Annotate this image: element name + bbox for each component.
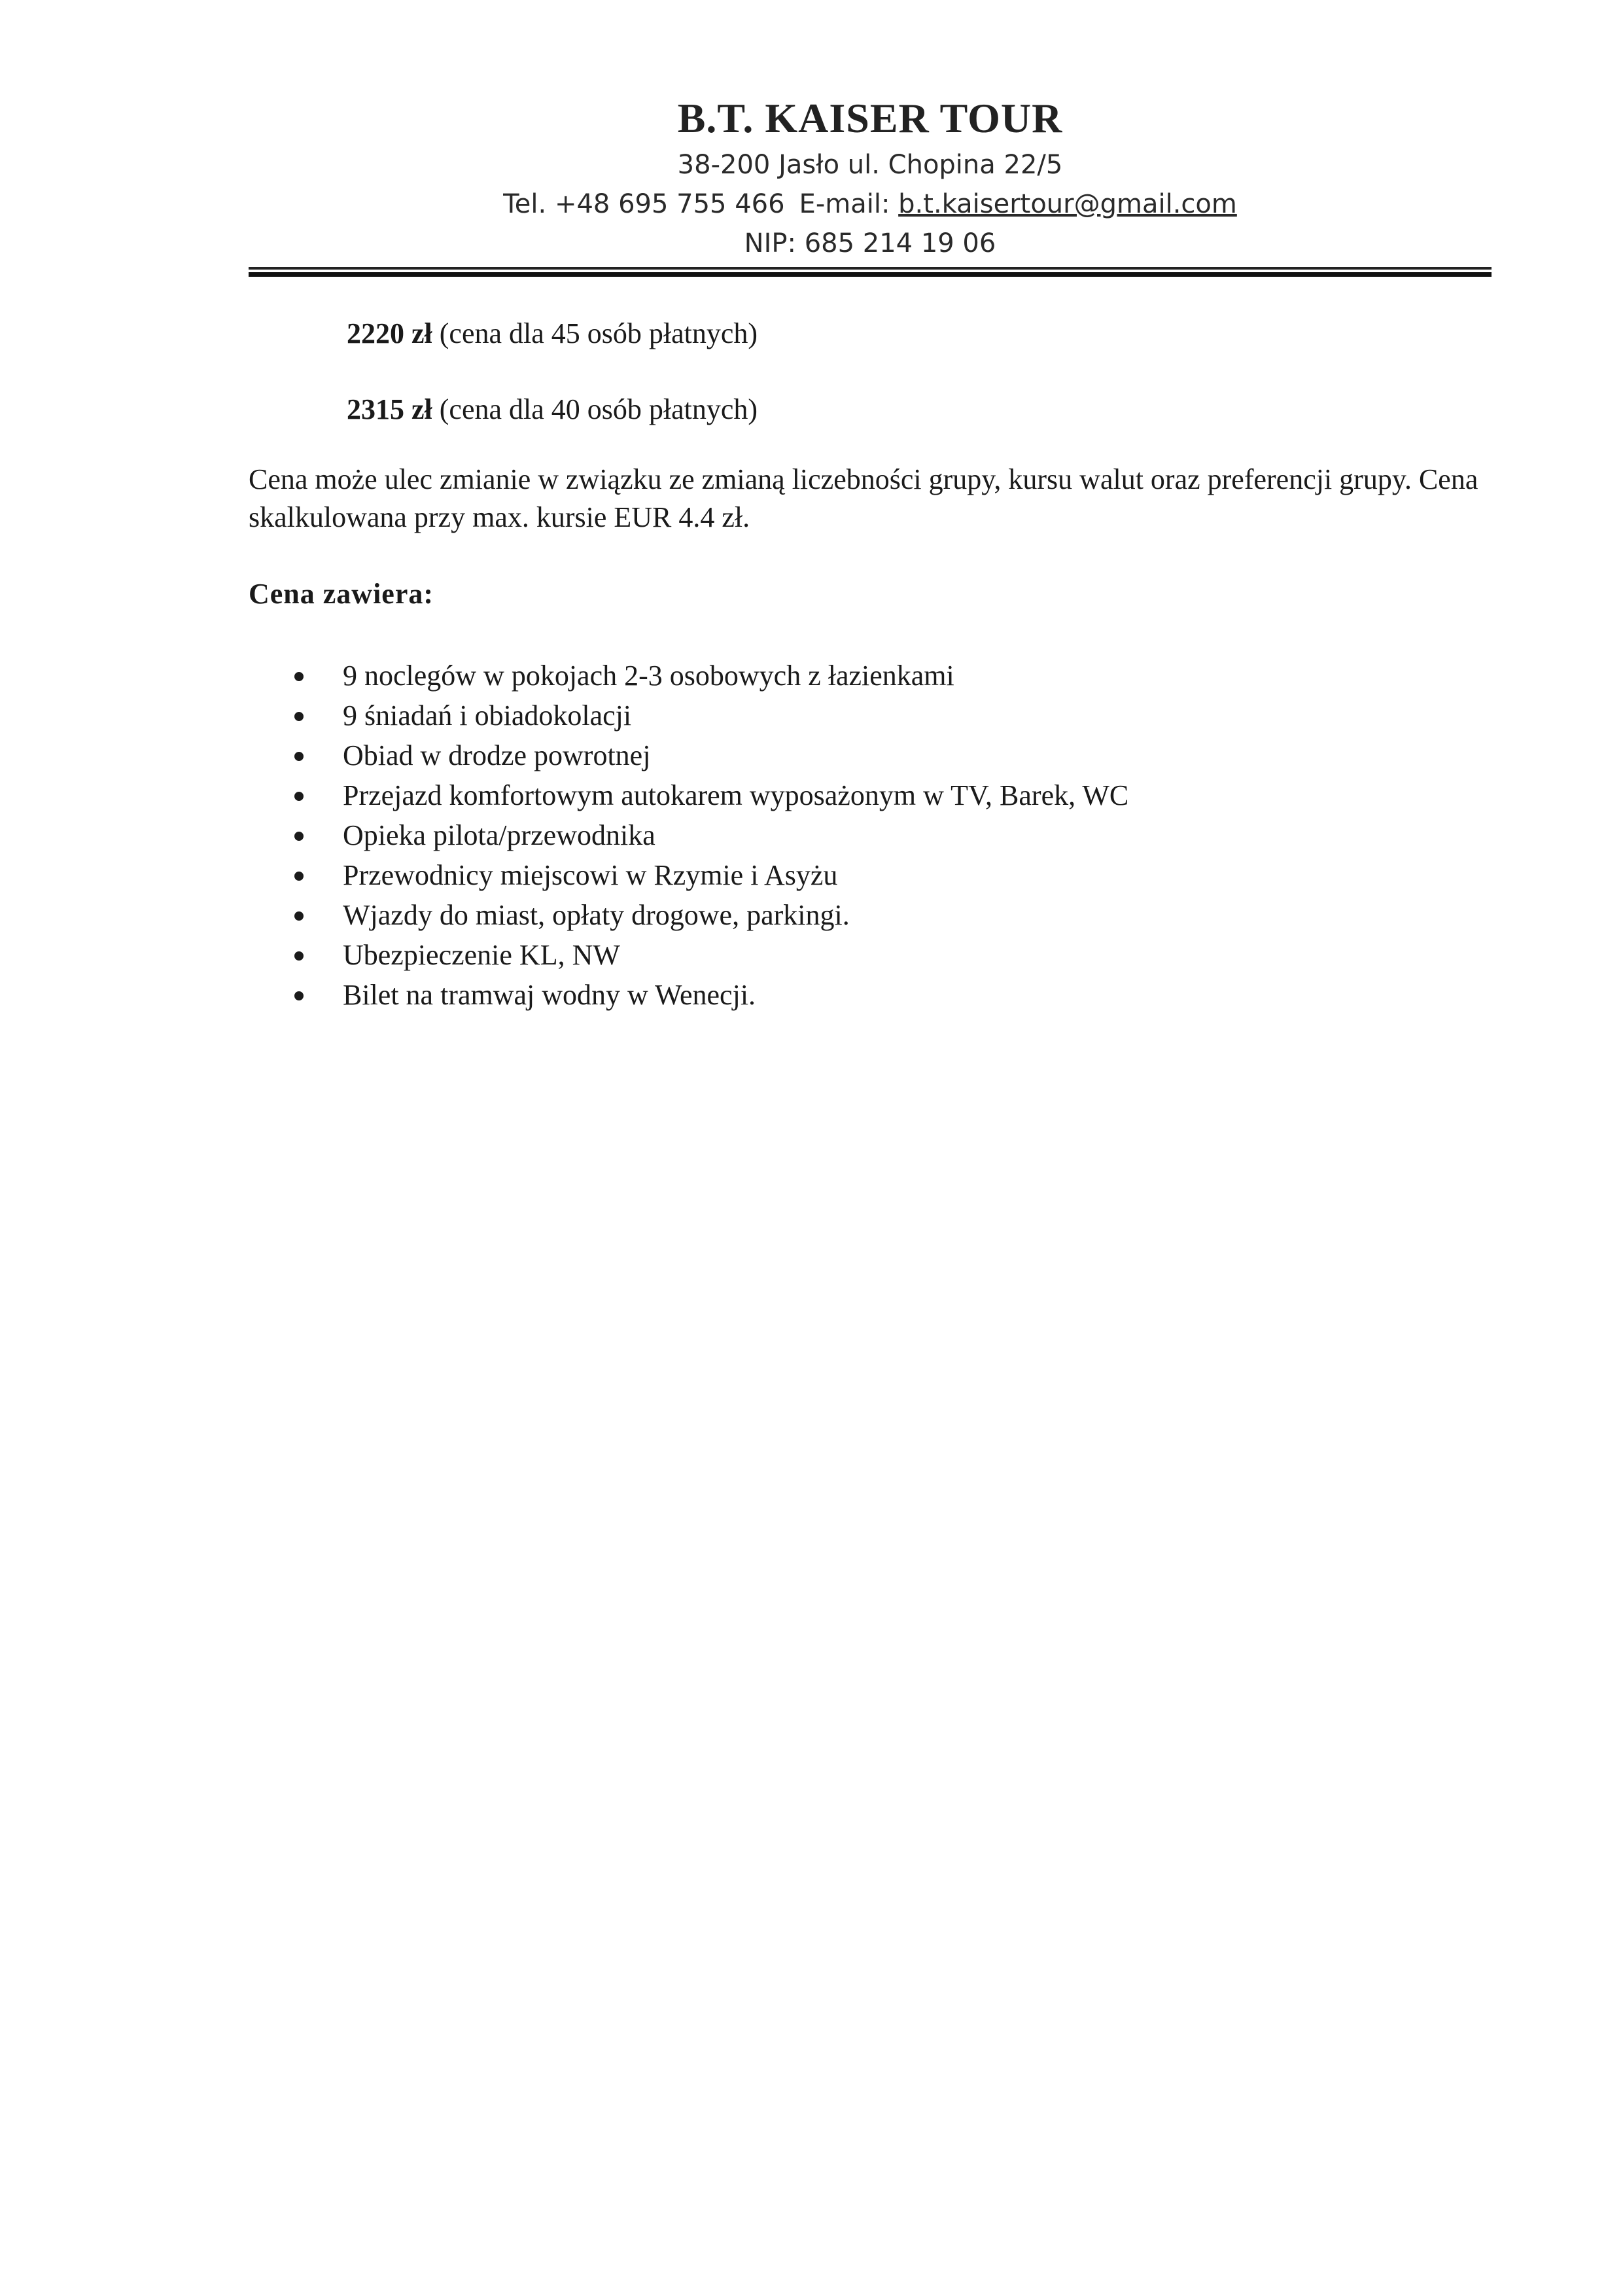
price-line-45 [347,315,758,352]
bullet-icon [294,752,304,761]
price-description: (cena dla 45 osób płatnych) [439,317,758,349]
letterhead-divider-thick [249,272,1492,277]
bullet-icon [294,712,304,721]
letterhead-divider-thin [249,267,1492,270]
list-item-text: 9 noclegów w pokojach 2-3 osobowych z łazienkami [343,660,954,692]
bullet-icon [294,911,304,921]
includes-list [294,656,1128,1015]
bullet-icon [294,951,304,961]
email-label: E-mail: [799,189,890,219]
list-item-text: Ubezpieczenie KL, NW [343,939,620,971]
list-item-text: Wjazdy do miast, opłaty drogowe, parkingi. [343,899,850,931]
company-name: B.T. KAISER TOUR [677,95,1063,141]
list-item [294,815,1128,855]
bullet-icon [294,792,304,801]
list-item [294,696,1128,735]
tax-id: NIP: 685 214 19 06 [744,228,996,258]
list-item [294,656,1128,696]
price-amount: 2220 zł [347,317,432,349]
company-address: 38-200 Jasło ul. Chopina 22/5 [677,150,1063,180]
list-item-text: Przewodnicy miejscowi w Rzymie i Asyżu [343,859,838,891]
list-item [294,775,1128,815]
list-item-text: Bilet na tramwaj wodny w Wenecji. [343,979,756,1011]
list-item [294,975,1128,1015]
list-item-text: Obiad w drodze powrotnej [343,739,651,771]
price-amount: 2315 zł [347,393,432,425]
includes-heading: Cena zawiera: [249,578,434,610]
contact-line [249,185,1492,224]
list-item [294,735,1128,775]
phone-number: Tel. +48 695 755 466 [503,189,785,219]
list-item-text: Przejazd komfortowym autokarem wyposażonym w TV, Barek, WC [343,779,1129,811]
price-line-40 [347,391,758,428]
price-note: Cena może ulec zmianie w związku ze zmianą liczebności grupy, kursu walut oraz preferencji grupy. Cena skalkulowana przy max. kursie EUR 4.4 zł. [249,463,1478,533]
list-item [294,855,1128,895]
bullet-icon [294,872,304,881]
list-item [294,935,1128,975]
letterhead [249,92,1492,263]
list-item [294,895,1128,935]
bullet-icon [294,672,304,681]
bullet-icon [294,991,304,1000]
bullet-icon [294,832,304,841]
price-description: (cena dla 40 osób płatnych) [439,393,758,425]
list-item-text: 9 śniadań i obiadokolacji [343,699,632,732]
list-item-text: Opieka pilota/przewodnika [343,819,655,851]
email-link[interactable]: b.t.kaisertour@gmail.com [898,189,1237,219]
